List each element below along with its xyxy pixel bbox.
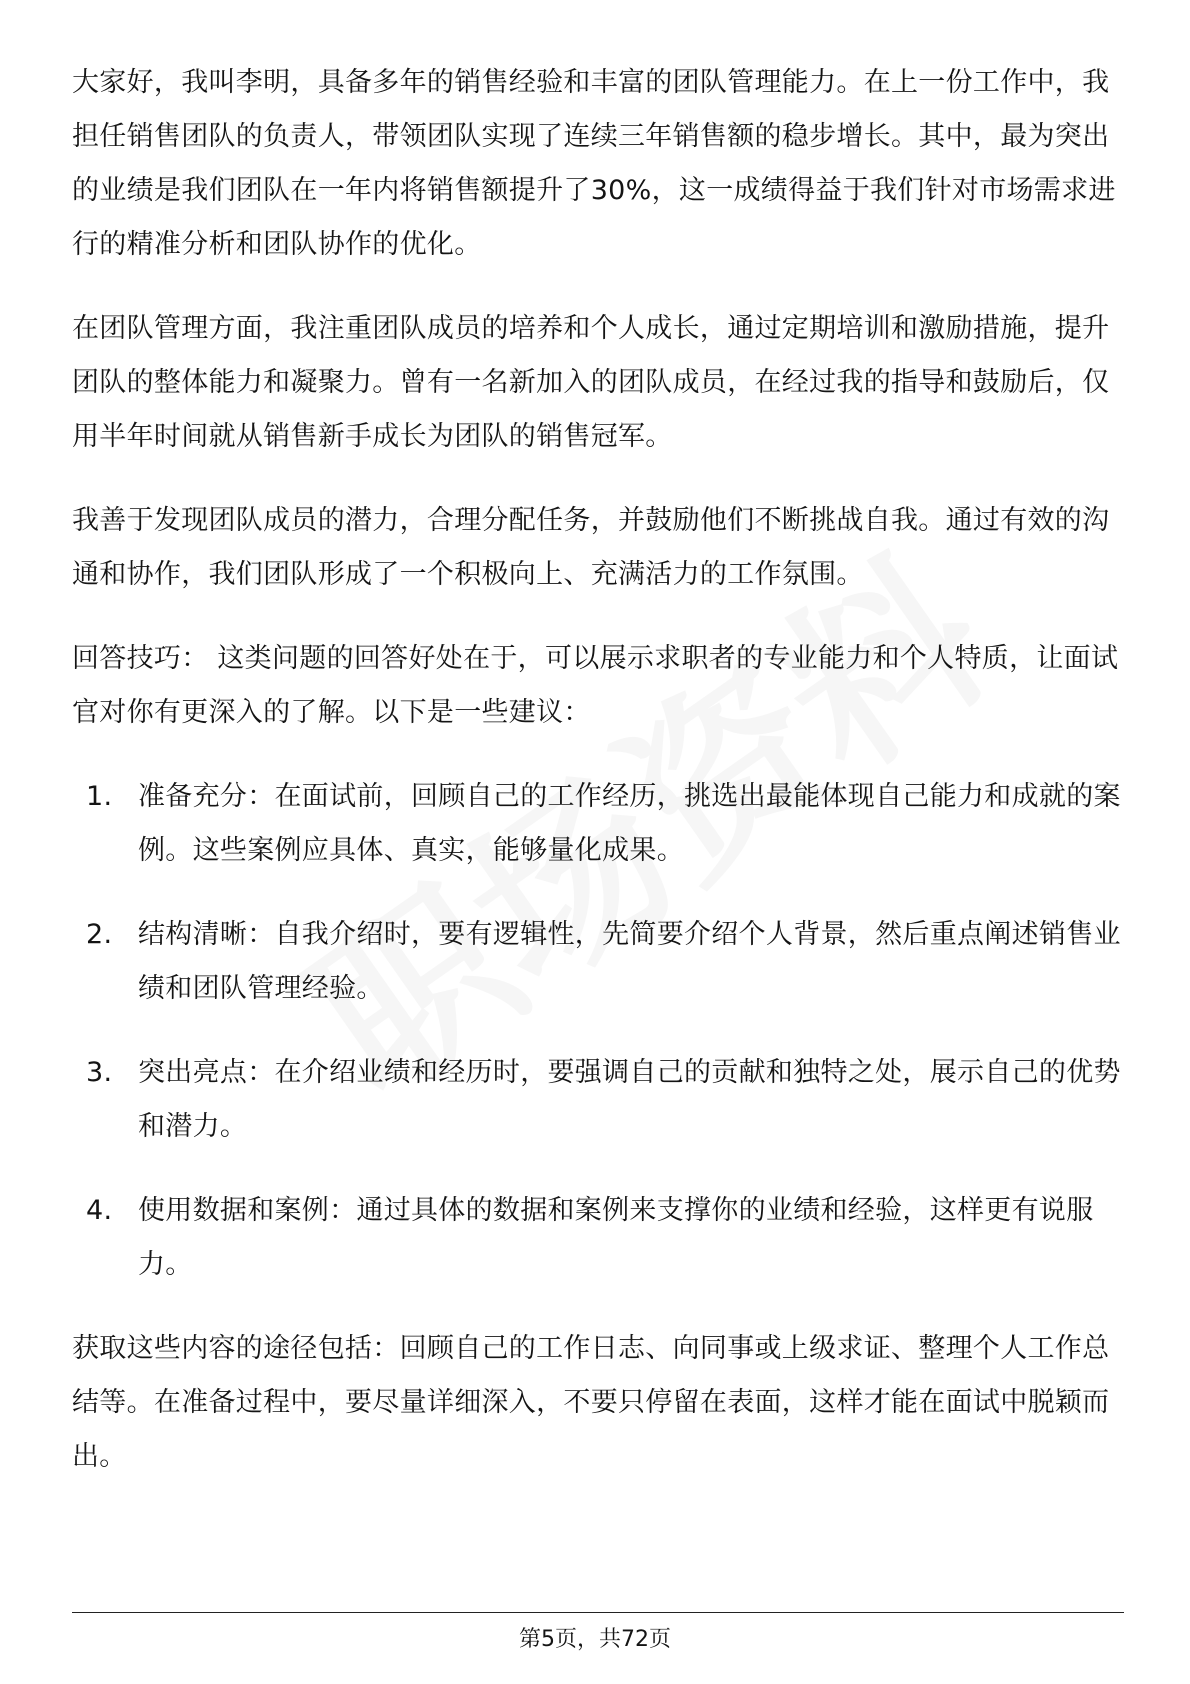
list-item-text: 突出亮点：在介绍业绩和经历时，要强调自己的贡献和独特之处，展示自己的优势和潜力。 — [138, 1057, 1121, 1142]
paragraph-team-management: 在团队管理方面，我注重团队成员的培养和个人成长，通过定期培训和激励措施，提升团队的整体能力和凝聚力。曾有一名新加入的团队成员，在经过我的指导和鼓励后，仅用半年时间就从销售新手成长为团队的销售冠军。 — [72, 313, 1110, 452]
document-body — [72, 56, 1124, 1514]
list-item — [86, 908, 1124, 1016]
list-item — [86, 770, 1124, 878]
page-number: 第5页，共72页 — [519, 1627, 671, 1652]
list-item-number: 4. — [86, 1195, 113, 1226]
list-item-number: 2. — [86, 919, 113, 950]
paragraph-potential: 我善于发现团队成员的潜力，合理分配任务，并鼓励他们不断挑战自我。通过有效的沟通和协作，我们团队形成了一个积极向上、充满活力的工作氛围。 — [72, 505, 1110, 590]
list-item-number: 3. — [86, 1057, 113, 1088]
list-item-text: 使用数据和案例：通过具体的数据和案例来支撑你的业绩和经验，这样更有说服力。 — [138, 1195, 1094, 1280]
paragraph-sources: 获取这些内容的途径包括：回顾自己的工作日志、向同事或上级求证、整理个人工作总结等。在准备过程中，要尽量详细深入，不要只停留在表面，这样才能在面试中脱颖而出。 — [72, 1333, 1110, 1472]
tips-list — [72, 770, 1124, 1292]
list-item-text: 准备充分：在面试前，回顾自己的工作经历，挑选出最能体现自己能力和成就的案例。这些案例应具体、真实，能够量化成果。 — [138, 781, 1121, 866]
list-item — [86, 1046, 1124, 1154]
list-item-number: 1. — [86, 781, 113, 812]
paragraph-intro: 大家好，我叫李明，具备多年的销售经验和丰富的团队管理能力。在上一份工作中，我担任销售团队的负责人，带领团队实现了连续三年销售额的稳步增长。其中，最为突出的业绩是我们团队在一年内将销售额提升了30%，这一成绩得益于我们针对市场需求进行的精准分析和团队协作的优化。 — [72, 67, 1116, 260]
footer-divider — [72, 1612, 1124, 1613]
list-item-text: 结构清晰：自我介绍时，要有逻辑性，先简要介绍个人背景，然后重点阐述销售业绩和团队管理经验。 — [138, 919, 1121, 1004]
paragraph-answer-tips: 回答技巧： 这类问题的回答好处在于，可以展示求职者的专业能力和个人特质，让面试官对你有更深入的了解。以下是一些建议： — [72, 643, 1119, 728]
list-item — [86, 1184, 1124, 1292]
